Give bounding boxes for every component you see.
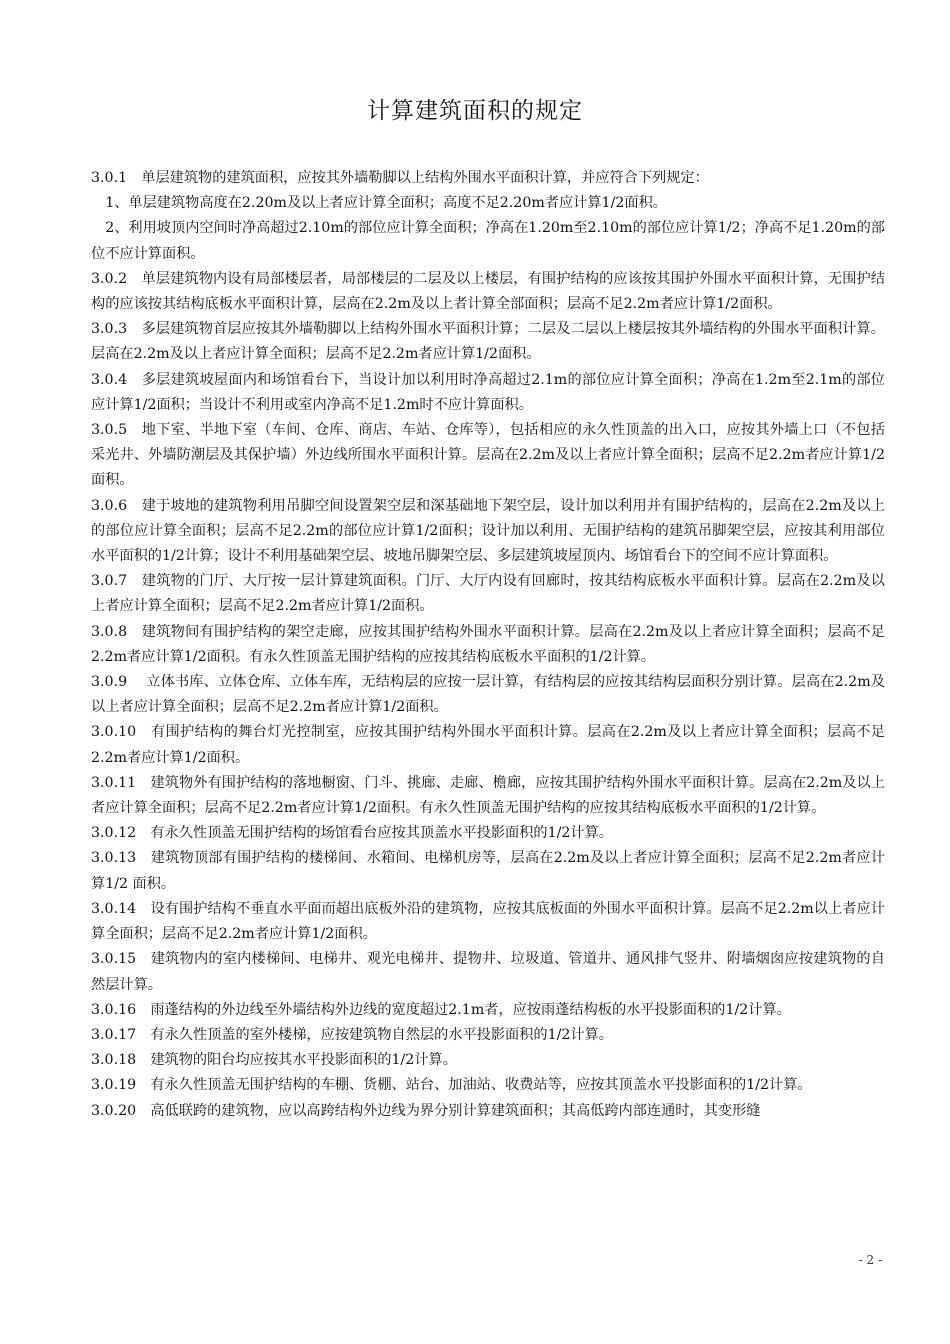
clause-3-0-2: 3.0.2 单层建筑物内设有局部楼层者，局部楼层的二层及以上楼层，有围护结构的应该按其围护外围水平面积计算，无围护结构的应该按其结构底板水平面积计算，层高在2.2m及以上者计算全部面积；层高不足2.2m者应计算1/2面积。 bbox=[91, 270, 885, 313]
clause-3-0-1-item-2: 2、利用坡顶内空间时净高超过2.10m的部位应计算全面积；净高在1.20m至2.10m的部位应计算1/2；净高不足1.20m的部位不应计算面积。 bbox=[91, 220, 885, 262]
clause-3-0-14: 3.0.14 设有围护结构不垂直水平面而超出底板外沿的建筑物，应按其底板面的外围水平面积计算。层高不足2.2m以上者应计算全面积；层高不足2.2m者应计算1/2面积。 bbox=[91, 900, 885, 943]
clause-3-0-19: 3.0.19 有永久性顶盖无围护结构的车棚、货棚、站台、加油站、收费站等，应按其顶盖水平投影面积的1/2计算。 bbox=[91, 1077, 812, 1094]
clause-3-0-13: 3.0.13 建筑物顶部有围护结构的楼梯间、水箱间、电梯机房等，层高在2.2m及以上者应计算全面积；层高不足2.2m者应计算1/2 面积。 bbox=[91, 850, 885, 892]
clause-3-0-9: 3.0.9 立体书库、立体仓库、立体车库，无结构层的应按一层计算，有结构层的应按其结构层面积分别计算。层高在2.2m及以上者应计算全面积；层高不足2.2m者应计算1/2面积。 bbox=[91, 674, 885, 716]
clause-3-0-3: 3.0.3 多层建筑物首层应按其外墙勒脚以上结构外围水平面积计算；二层及二层以上楼层按其外墙结构的外围水平面积计算。层高在2.2m及以上者应计算全面积；层高不足2.2m者应计算1/2面积。 bbox=[91, 321, 885, 363]
clause-3-0-18: 3.0.18 建筑物的阳台均应按其水平投影面积的1/2计算。 bbox=[91, 1052, 457, 1069]
clause-3-0-15: 3.0.15 建筑物内的室内楼梯间、电梯井、观光电梯井、提物井、垃圾道、管道井、通风排气竖井、附墙烟囱应按建筑物的自然层计算。 bbox=[91, 951, 885, 993]
clause-3-0-10: 3.0.10 有围护结构的舞台灯光控制室，应按其围护结构外围水平面积计算。层高在2.2m及以上者应计算全面积；层高不足2.2m者应计算1/2面积。 bbox=[91, 724, 885, 766]
clause-3-0-17: 3.0.17 有永久性顶盖的室外楼梯，应按建筑物自然层的水平投影面积的1/2计算。 bbox=[91, 1026, 613, 1043]
clause-3-0-5: 3.0.5 地下室、半地下室（车间、仓库、商店、车站、仓库等），包括相应的永久性顶盖的出入口，应按其外墙上口（不包括采光井、外墙防潮层及其保护墙）外边线所围水平面积计算。层高在2.2m及以上者应计算全面积；层高不足2.2m者应计算1/2面积。 bbox=[91, 422, 885, 489]
clause-3-0-11: 3.0.11 建筑物外有围护结构的落地橱窗、门斗、挑廊、走廊、檐廊，应按其围护结构外围水平面积计算。层高在2.2m及以上者应计算全面积；层高不足2.2m者应计算1/2面积。有永久性顶盖无围护结构的应按其结构底板水平面积的1/2计算。 bbox=[91, 774, 885, 817]
clause-3-0-4: 3.0.4 多层建筑坡屋面内和场馆看台下，当设计加以利用时净高超过2.1m的部位应计算全面积；净高在1.2m至2.1m的部位应计算1/2面积；当设计不利用或室内净高不足1.2m时不应计算面积。 bbox=[91, 371, 885, 413]
document-title: 计算建筑面积的规定 bbox=[367, 98, 583, 124]
clause-3-0-16: 3.0.16 雨蓬结构的外边线至外墙结构外边线的宽度超过2.1m者，应按雨蓬结构板的水平投影面积的1/2计算。 bbox=[91, 1001, 791, 1018]
clause-3-0-1-item-1: 1、单层建筑物高度在2.20m及以上者应计算全面积；高度不足2.20m者应计算1/2面积。 bbox=[105, 195, 667, 212]
clause-3-0-6: 3.0.6 建于坡地的建筑物利用吊脚空间设置架空层和深基础地下架空层，设计加以利用并有围护结构的，层高在2.2m及以上的部位应计算全面积；层高不足2.2m的部位应计算1/2面积；设计加以利用、无围护结构的建筑吊脚架空层，应按其利用部位水平面积的1/2计算；设计不利用基础架空层、坡地吊脚架空层、多层建筑坡屋顶内、场馆看台下的空间不应计算面积。 bbox=[91, 497, 885, 565]
clause-3-0-1: 3.0.1 单层建筑物的建筑面积，应按其外墙勒脚以上结构外围水平面积计算，并应符合下列规定： bbox=[91, 170, 709, 186]
clause-3-0-20: 3.0.20 高低联跨的建筑物，应以高跨结构外边线为界分别计算建筑面积；其高低跨内部连通时，其变形缝 bbox=[91, 1102, 761, 1119]
clause-3-0-8: 3.0.8 建筑物间有围护结构的架空走廊，应按其围护结构外围水平面积计算。层高在2.2m及以上者应计算全面积；层高不足2.2m者应计算1/2面积。有永久性顶盖无围护结构的应按其结构底板水平面积的1/2计算。 bbox=[91, 623, 885, 665]
document-body bbox=[91, 166, 885, 1124]
clause-3-0-12: 3.0.12 有永久性顶盖无围护结构的场馆看台应按其顶盖水平投影面积的1/2计算。 bbox=[91, 825, 613, 842]
page-number: - 2 - bbox=[858, 1253, 882, 1267]
clause-3-0-7: 3.0.7 建筑物的门厅、大厅按一层计算建筑面积。门厅、大厅内设有回廊时，按其结构底板水平面积计算。层高在2.2m及以上者应计算全面积；层高不足2.2m者应计算1/2面积。 bbox=[91, 573, 885, 615]
